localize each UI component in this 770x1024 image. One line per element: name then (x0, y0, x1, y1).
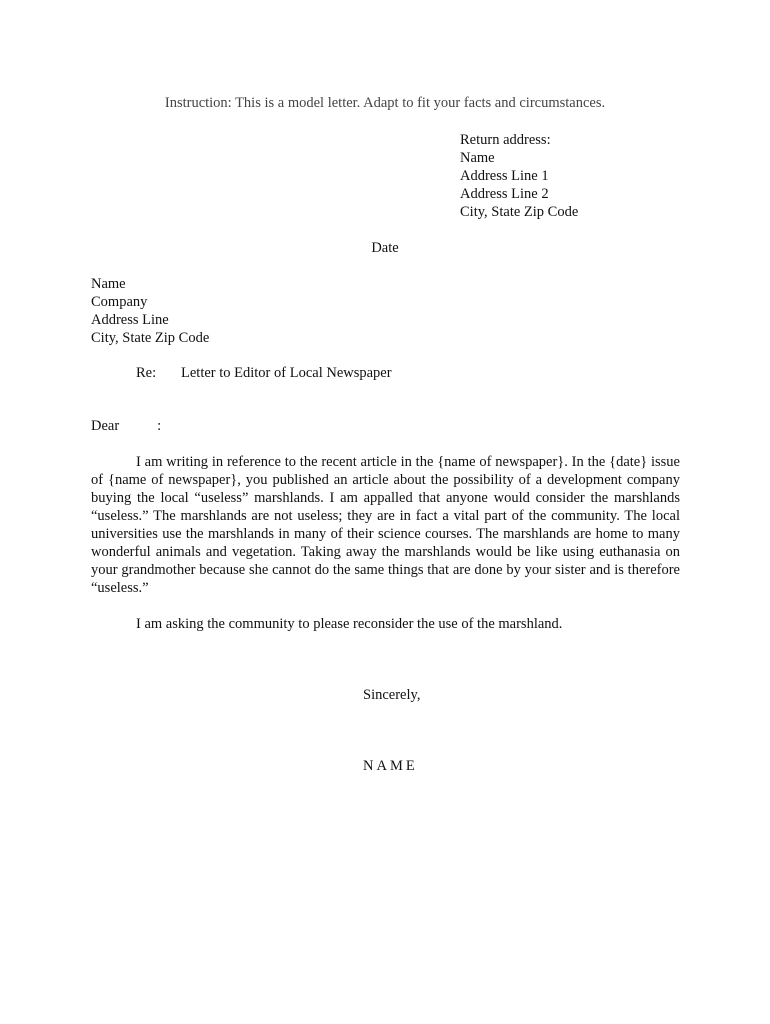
recipient-company: Company (91, 294, 148, 310)
letter-body (91, 453, 680, 651)
closing: Sincerely, (363, 687, 421, 703)
return-address-line-2: Address Line 2 (460, 186, 549, 202)
subject-line (136, 364, 392, 382)
body-paragraph-2: I am asking the community to please reconsider the use of the marshland. (136, 616, 563, 632)
recipient-name: Name (91, 276, 126, 292)
recipient-address: Address Line (91, 312, 169, 328)
body-paragraph-1: I am writing in reference to the recent article in the {name of newspaper}. In the {date} issue of {name of newspaper}, you published an article about the possibility of a development company buying the local “useless” marshlands. I am appalled that anyone would consider the marshlands “useless.” The marshlands are not useless; they are in fact a vital part of the community. The local universities use the marshlands in many of their science courses. The marshlands are home to many wonderful animals and vegetation. Taking away the marshlands would be like using euthanasia on your grandmother because she cannot do the same things that are done by your sister and is therefore “useless.” (91, 454, 680, 596)
recipient-city-state-zip: City, State Zip Code (91, 330, 210, 346)
letter-date: Date (371, 240, 399, 256)
return-address-line-1: Address Line 1 (460, 168, 549, 184)
recipient-block (91, 275, 209, 347)
subject-text: Letter to Editor of Local Newspaper (181, 365, 392, 381)
salutation-word: Dear (91, 418, 120, 434)
salutation (91, 417, 161, 435)
salutation-colon: : (157, 418, 162, 434)
return-address-name: Name (460, 150, 495, 166)
instruction-note: Instruction: This is a model letter. Adapt to fit your facts and circumstances. (164, 95, 606, 111)
return-address-heading: Return address: (460, 132, 551, 148)
return-address-block (460, 131, 720, 221)
return-address-city-state-zip: City, State Zip Code (460, 204, 579, 220)
signature-name: NAME (363, 758, 418, 774)
subject-label: Re: (136, 365, 157, 381)
